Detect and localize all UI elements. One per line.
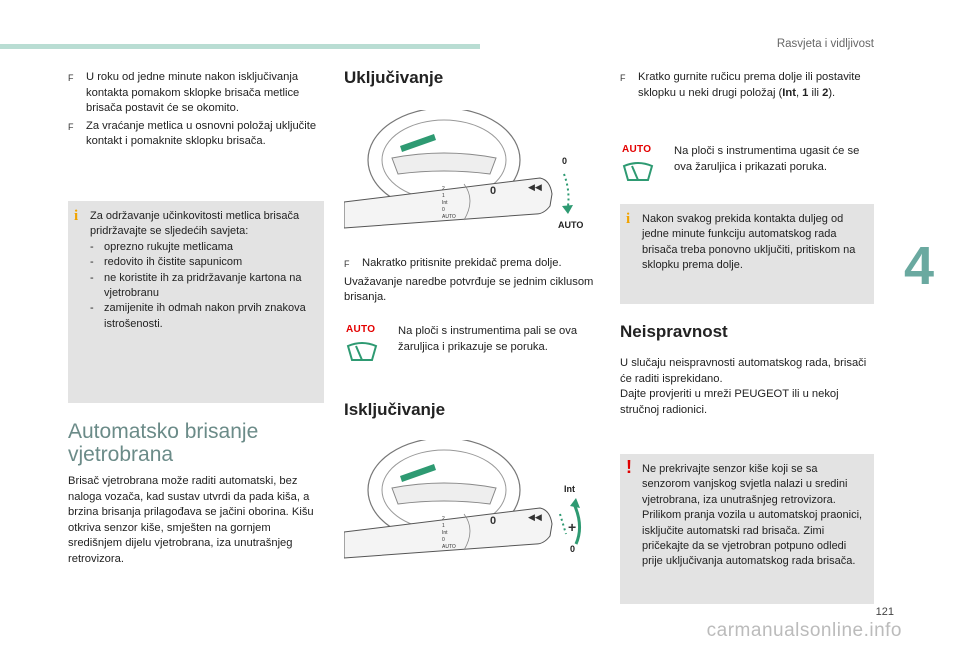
svg-text:AUTO: AUTO <box>442 544 456 550</box>
auto-indicator-label: AUTO <box>346 324 376 335</box>
warning-box: ! Ne prekrivajte senzor kiše koji se sa senzorom vanjskog svjetla nalazi u sredini vjetrobrana, iza unutrašnjeg retrovizora. Prilikom pranja vozila u automatskoj praonici, isključite automatski rad brisača. Zimi pričekajte da se vjetrobran potpuno odledi prije uključivanja automatskog rada brisača. <box>620 454 874 604</box>
list-item: - ne koristite ih za pridržavanje kartona na vjetrobranu <box>90 271 302 300</box>
list-item: F Nakratko pritisnite prekidač prema dolje. <box>344 256 600 273</box>
section-title: Rasvjeta i vidljivost <box>776 38 874 50</box>
svg-text:0: 0 <box>442 207 445 213</box>
svg-text:1: 1 <box>442 193 445 199</box>
heading-auto-wiping: Automatsko brisanje vjetrobrana <box>68 420 259 466</box>
switch-off-instructions <box>620 70 874 103</box>
svg-text:AUTO: AUTO <box>558 220 584 230</box>
svg-text:+: + <box>568 519 577 535</box>
wiper-stalk-diagram-off <box>344 440 586 570</box>
auto-on-text: Na ploči s instrumentima pali se ova žaruljica i prikazuje se poruka. <box>398 325 578 353</box>
page-number: 121 <box>875 606 894 618</box>
list-item: - redovito ih čistite sapunicom <box>90 256 243 269</box>
svg-text:0: 0 <box>562 156 568 166</box>
svg-text:Int: Int <box>442 530 448 536</box>
info-box-reactivation: i Nakon svakog prekida kontakta duljeg od jedne minute funkciju automatskog rada brisača treba ponovno uključiti, pritiskom na sklopku prema dolje. <box>620 204 874 304</box>
list-item: - oprezno rukujte metlicama <box>90 240 234 253</box>
col1-bullets <box>68 70 324 152</box>
list-item: F Kratko gurnite ručicu prema dolje ili postavite sklopku u neki drugi položaj (Int, 1 ili 2). <box>620 70 874 101</box>
svg-text:◀◀: ◀◀ <box>528 182 542 192</box>
bullet-marker: F <box>68 73 74 83</box>
svg-text:2: 2 <box>442 516 445 522</box>
heading-fault: Neispravnost <box>620 322 728 341</box>
warning-icon: ! <box>626 457 632 477</box>
auto-indicator-label: AUTO <box>622 144 652 155</box>
wiper-icon <box>346 340 378 364</box>
info-icon: i <box>74 208 79 224</box>
fault-body: U slučaju neispravnosti automatskog rada, brisači će raditi isprekidano. Dajte provjeriti u mreži PEUGEOT ili u nekoj stručnoj radionici. <box>620 357 867 416</box>
svg-text:2: 2 <box>442 186 445 192</box>
bullet-marker: F <box>344 259 350 269</box>
auto-off-text: Na ploči s instrumentima ugasit će se ova žaruljica i prikazati poruka. <box>674 145 860 173</box>
wiper-stalk-diagram-on <box>344 110 586 238</box>
auto-wiping-body: Brisač vjetrobrana može raditi automatski, bez naloga vozača, kad sustav utvrdi da pada kiša, a brzina brisanja prilagođava se jačini oborina. Kišu otkriva senzor kiše, smješten na gornjem središnjem dijelu vjetrobrana, iza unutrašnjeg retrovizora. <box>68 475 314 565</box>
chapter-number: 4 <box>903 236 934 296</box>
list-item: - zamijenite ih odmah nakon prvih znakova istrošenosti. <box>90 302 306 330</box>
svg-text:Int: Int <box>442 200 448 206</box>
svg-text:0: 0 <box>442 537 445 543</box>
heading-switch-on: Uključivanje <box>344 68 444 87</box>
svg-text:0: 0 <box>490 515 497 527</box>
switch-on-instructions: F Nakratko pritisnite prekidač prema dolje. Uvažavanje naredbe potvrđuje se jednim ciklusom brisanja. <box>344 256 600 306</box>
info-icon: i <box>626 211 631 227</box>
svg-text:AUTO: AUTO <box>442 214 456 220</box>
watermark: carmanualsonline.info <box>706 620 902 641</box>
list-item: F U roku od jedne minute nakon isključivanja kontakta pomakom sklopke brisača metlice brisača postavit će se okomito. <box>68 70 324 117</box>
svg-text:0: 0 <box>490 185 497 197</box>
header-bar <box>0 44 480 49</box>
bullet-marker: F <box>620 73 626 83</box>
bullet-marker: F <box>68 121 74 132</box>
list-item: F Za vraćanje metlica u osnovni položaj uključite kontakt i pomaknite sklopku brisača. <box>68 119 324 150</box>
svg-text:Int: Int <box>564 484 575 494</box>
wiper-icon <box>622 160 654 184</box>
heading-switch-off: Isključivanje <box>344 400 446 419</box>
svg-text:1: 1 <box>442 523 445 529</box>
info-box-maintenance: i Za održavanje učinkovitosti metlica brisača pridržavajte se sljedećih savjeta: - oprezno rukujte metlicama - redovito ih čistite sapunicom - ne koristite ih za pridržavanje kartona na vjetrobranu - zamijenite ih odmah nakon prvih znakova istrošenosti. <box>68 201 324 403</box>
svg-text:0: 0 <box>570 544 576 554</box>
svg-text:◀◀: ◀◀ <box>528 512 542 522</box>
